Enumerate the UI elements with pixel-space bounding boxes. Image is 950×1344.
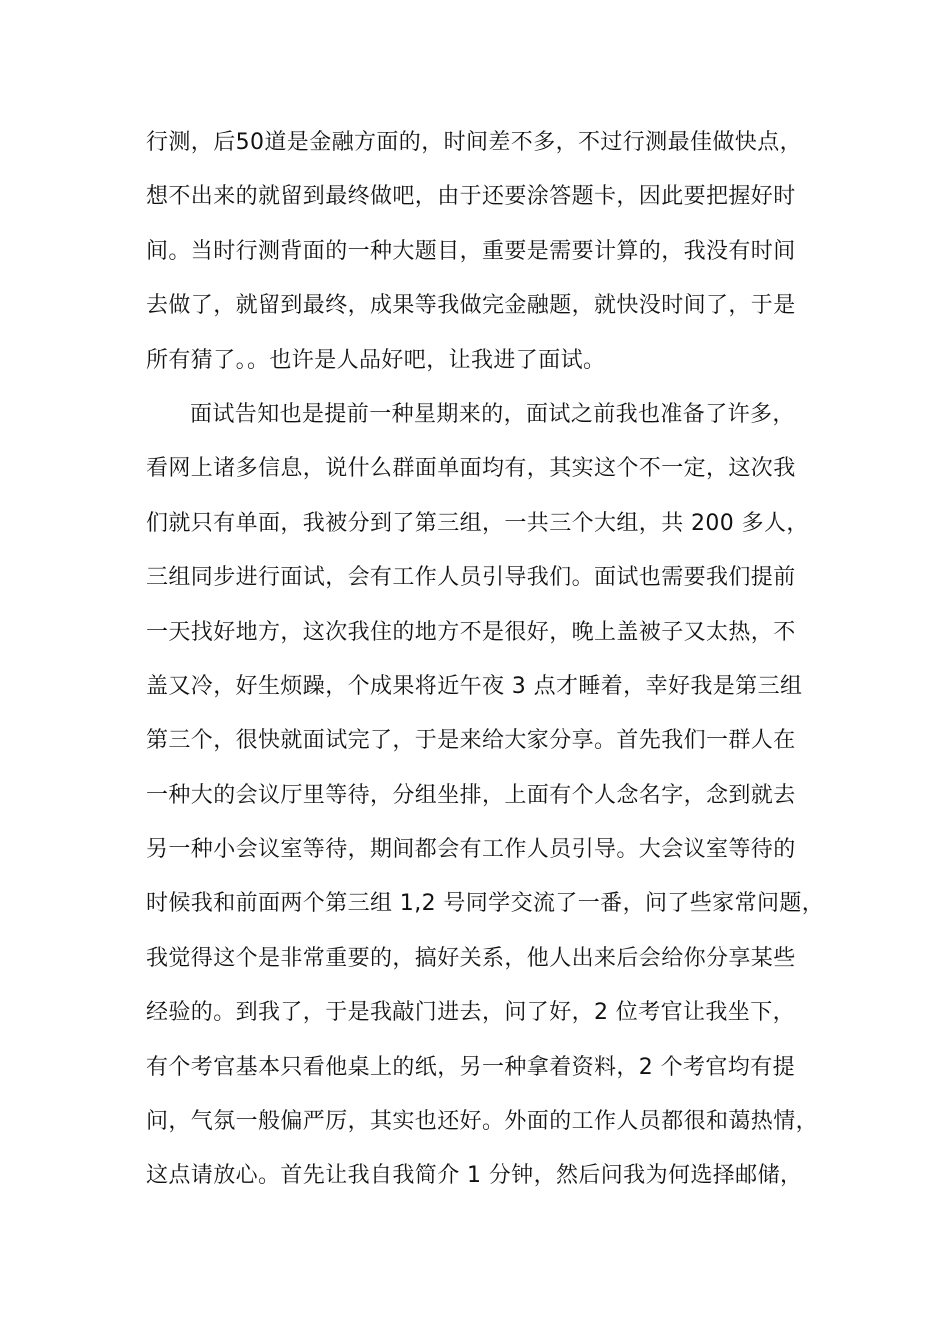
paragraph-1 bbox=[146, 116, 822, 388]
text-line: 一种大的会议厅里等待，分组坐排，上面有个人念名字，念到就去 bbox=[146, 782, 796, 808]
text-line: 看网上诸多信息，说什么群面单面均有，其实这个不一定，这次我 bbox=[146, 456, 796, 482]
text-line: 三组同步进行面试，会有工作人员引导我们。面试也需要我们提前 bbox=[146, 565, 796, 591]
text-line: 问，气氛一般偏严厉，其实也还好。外面的工作人员都很和蔼热情， bbox=[146, 1109, 819, 1135]
text-line: 一天找好地方，这次我住的地方不是很好，晚上盖被子又太热，不 bbox=[146, 619, 796, 645]
text-line: 行测，后50道是金融方面的，时间差不多，不过行测最佳做快点， bbox=[146, 130, 802, 155]
text-line: 面试告知也是提前一种星期来的，面试之前我也准备了许多， bbox=[190, 401, 795, 427]
text-line: 经验的。到我了，于是我敲门进去，问了好，2 位考官让我坐下， bbox=[146, 1000, 795, 1026]
text-line: 这点请放心。首先让我自我简介 1 分钟，然后问我为何选择邮储， bbox=[146, 1163, 803, 1189]
text-line: 想不出来的就留到最终做吧，由于还要涂答题卡，因此要把握好时 bbox=[146, 184, 796, 210]
text-line: 第三个，很快就面试完了，于是来给大家分享。首先我们一群人在 bbox=[146, 728, 796, 754]
body-text bbox=[146, 116, 825, 1204]
text-line: 有个考官基本只看他桌上的纸，另一种拿着资料，2 个考官均有提 bbox=[146, 1054, 795, 1080]
paragraph-2 bbox=[146, 388, 825, 1204]
text-line: 我觉得这个是非常重要的，搞好关系，他人出来后会给你分享某些 bbox=[146, 945, 796, 971]
text-line: 另一种小会议室等待，期间都会有工作人员引导。大会议室等待的 bbox=[146, 837, 796, 863]
text-line: 时候我和前面两个第三组 1,2 号同学交流了一番，问了些家常问题， bbox=[146, 891, 825, 917]
text-line: 间。当时行测背面的一种大题目，重要是需要计算的，我没有时间 bbox=[146, 238, 796, 264]
text-line: 盖又冷，好生烦躁，个成果将近午夜 3 点才睡着，幸好我是第三组 bbox=[146, 673, 803, 699]
text-line: 去做了，就留到最终，成果等我做完金融题，就快没时间了，于是 bbox=[146, 293, 796, 319]
text-line: 所有猜了。。也许是人品好吧，让我进了面试。 bbox=[146, 347, 606, 373]
text-line: 们就只有单面，我被分到了第三组，一共三个大组，共 200 多人， bbox=[146, 510, 809, 536]
